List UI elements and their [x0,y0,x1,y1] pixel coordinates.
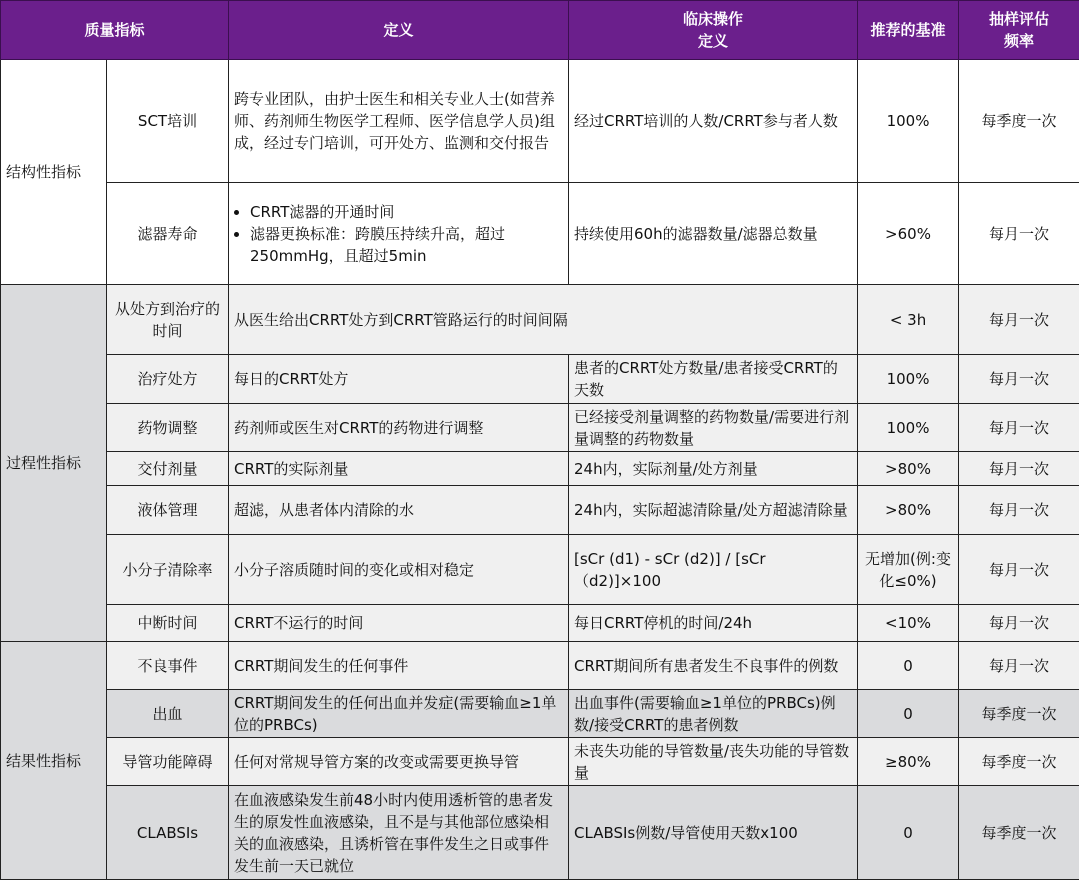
indicator-definition: 任何对常规导管方案的改变或需要更换导管 [229,738,569,786]
indicator-definition: CRRT期间发生的任何事件 [229,642,569,690]
indicator-definition: 跨专业团队，由护士医生和相关专业人士(如营养师、药剂师生物医学工程师、医学信息学人员)组成，经过专门培训，可开处方、监测和交付报告 [229,60,569,183]
indicator-definition [229,183,569,285]
table-row [1,60,1079,183]
clinical-operation: 已经接受剂量调整的药物数量/需要进行剂量调整的药物数量 [569,404,858,452]
table-row [1,452,1079,486]
table-row [1,535,1079,605]
table-row [1,183,1079,285]
benchmark: 0 [858,786,959,880]
benchmark: >80% [858,486,959,535]
group-label-process: 过程性指标 [1,285,107,642]
frequency: 每季度一次 [959,60,1079,183]
table-row [1,355,1079,404]
indicator-definition: 超滤，从患者体内清除的水 [229,486,569,535]
indicator-name: 滤器寿命 [107,183,229,285]
benchmark: 100% [858,60,959,183]
indicator-name: 从处方到治疗的时间 [107,285,229,355]
benchmark: 100% [858,404,959,452]
clinical-operation: [sCr (d1) - sCr (d2)] / [sCr （d2)]×100 [569,535,858,605]
indicator-definition: 在血液感染发生前48小时内使用透析管的患者发生的原发性血液感染，且不是与其他部位感染相关的血液感染，且诱析管在事件发生之日或事件发生前一天已就位 [229,786,569,880]
benchmark: >60% [858,183,959,285]
indicator-name: CLABSIs [107,786,229,880]
benchmark: >80% [858,452,959,486]
header-row [1,1,1079,60]
frequency: 每季度一次 [959,690,1079,738]
frequency: 每月一次 [959,452,1079,486]
table-row [1,642,1079,690]
definition-list-item: • 滤器更换标准：跨膜压持续升高，超过250mmHg，且超过5min [250,223,563,267]
header-frequency [959,1,1079,60]
table-row [1,690,1079,738]
header-definition: 定义 [229,1,569,60]
indicator-name: 出血 [107,690,229,738]
header-clinical-operation-text: 临床操作 定义 [683,10,744,50]
definition-list-item: • CRRT滤器的开通时间 [250,201,563,223]
definition-list [234,201,563,267]
clinical-operation: 24h内，实际剂量/处方剂量 [569,452,858,486]
table-row [1,605,1079,642]
indicator-name: 治疗处方 [107,355,229,404]
indicator-definition: 每日的CRRT处方 [229,355,569,404]
indicator-definition: CRRT不运行的时间 [229,605,569,642]
table-row [1,486,1079,535]
frequency: 每月一次 [959,404,1079,452]
clinical-operation: 每日CRRT停机的时间/24h [569,605,858,642]
header-clinical-operation [569,1,858,60]
indicator-name: 小分子清除率 [107,535,229,605]
indicator-name: 不良事件 [107,642,229,690]
table-row [1,786,1079,880]
frequency: 每月一次 [959,605,1079,642]
frequency: 每月一次 [959,285,1079,355]
frequency: 每季度一次 [959,738,1079,786]
benchmark: <10% [858,605,959,642]
indicator-name: SCT培训 [107,60,229,183]
clinical-operation: 经过CRRT培训的人数/CRRT参与者人数 [569,60,858,183]
benchmark: 0 [858,642,959,690]
frequency: 每月一次 [959,355,1079,404]
benchmark: 无增加(例:变化≤0%) [858,535,959,605]
clinical-operation: 24h内，实际超滤清除量/处方超滤清除量 [569,486,858,535]
indicator-name: 导管功能障碍 [107,738,229,786]
indicator-definition: 小分子溶质随时间的变化或相对稳定 [229,535,569,605]
table-row [1,404,1079,452]
clinical-operation: 未丧失功能的导管数量/丧失功能的导管数量 [569,738,858,786]
clinical-operation: 持续使用60h的滤器数量/滤器总数量 [569,183,858,285]
group-label-structure: 结构性指标 [1,60,107,285]
benchmark: 0 [858,690,959,738]
benchmark: < 3h [858,285,959,355]
indicator-name: 中断时间 [107,605,229,642]
benchmark: 100% [858,355,959,404]
frequency: 每月一次 [959,642,1079,690]
clinical-operation: CLABSIs例数/导管使用天数x100 [569,786,858,880]
header-frequency-text: 抽样评估 频率 [989,10,1050,50]
indicator-definition: 从医生给出CRRT处方到CRRT管路运行的时间间隔 [229,285,858,355]
frequency: 每季度一次 [959,786,1079,880]
header-indicator: 质量指标 [1,1,229,60]
table-row [1,738,1079,786]
indicator-definition: CRRT的实际剂量 [229,452,569,486]
group-label-outcome: 结果性指标 [1,642,107,880]
frequency: 每月一次 [959,486,1079,535]
clinical-operation: CRRT期间所有患者发生不良事件的例数 [569,642,858,690]
frequency: 每月一次 [959,183,1079,285]
indicator-definition: CRRT期间发生的任何出血并发症(需要输血≥1单位的PRBCs) [229,690,569,738]
frequency: 每月一次 [959,535,1079,605]
indicator-name: 药物调整 [107,404,229,452]
benchmark: ≥80% [858,738,959,786]
indicator-name: 液体管理 [107,486,229,535]
clinical-operation: 患者的CRRT处方数量/患者接受CRRT的天数 [569,355,858,404]
table-row [1,285,1079,355]
header-benchmark: 推荐的基准 [858,1,959,60]
indicator-definition: 药剂师或医生对CRRT的药物进行调整 [229,404,569,452]
indicator-name: 交付剂量 [107,452,229,486]
clinical-operation: 出血事件(需要输血≥1单位的PRBCs)例数/接受CRRT的患者例数 [569,690,858,738]
